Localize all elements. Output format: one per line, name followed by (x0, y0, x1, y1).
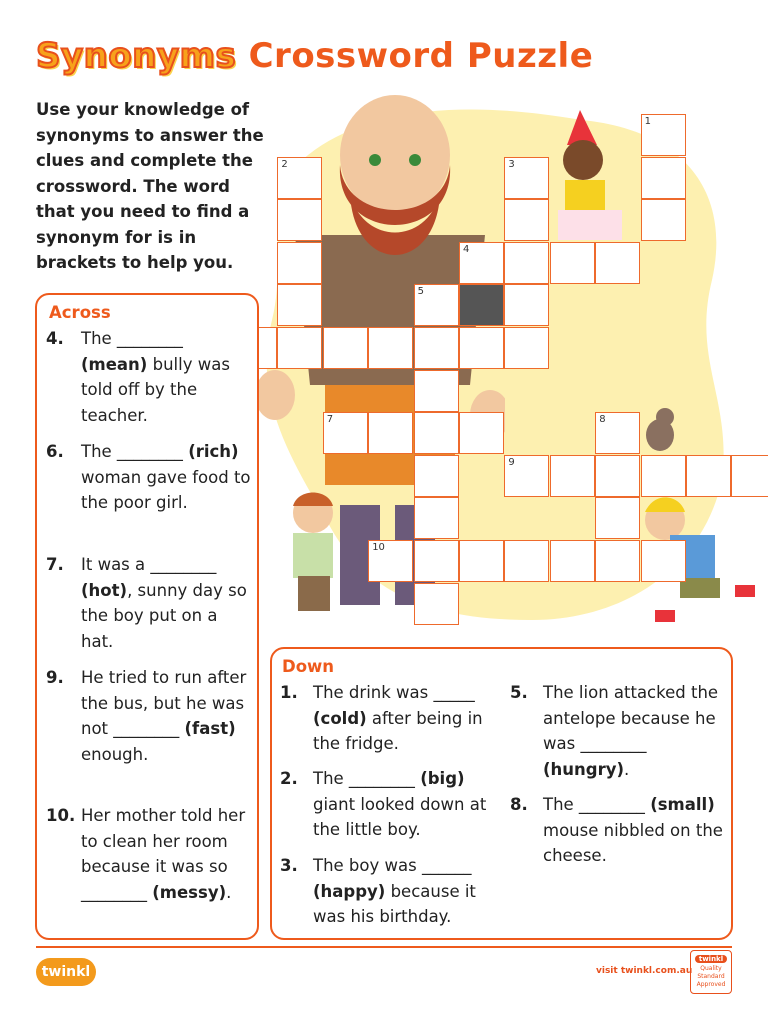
grid-clue-number: 4 (463, 243, 470, 255)
grid-cell[interactable] (459, 242, 504, 284)
clue-text: He tried to run after the bus, but he was not ________ (fast) enough. (81, 668, 247, 764)
grid-cell[interactable] (459, 412, 504, 454)
grid-clue-number: 2 (281, 158, 288, 170)
clue-text: The drink was _____ (cold) after being in the fridge. (313, 683, 483, 753)
quality-badge (690, 950, 732, 994)
clue-number: 2. (280, 769, 298, 788)
clue-number: 1. (280, 683, 298, 702)
visit-link[interactable]: visit twinkl.com.au (596, 966, 693, 976)
grid-cell[interactable] (504, 540, 549, 582)
grid-cell[interactable] (504, 455, 549, 497)
grid-cell[interactable] (550, 540, 595, 582)
grid-cell[interactable] (277, 199, 322, 241)
clue-text: The ________ (small) mouse nibbled on the cheese. (543, 795, 723, 865)
grid-cell[interactable] (459, 327, 504, 369)
grid-cell[interactable] (323, 327, 368, 369)
grid-cell[interactable] (277, 327, 322, 369)
grid-cell[interactable] (641, 114, 686, 156)
grid-cell[interactable] (595, 412, 640, 454)
grid-clue-number: 5 (417, 286, 424, 298)
clue-number: 9. (46, 668, 64, 687)
footer-divider (36, 946, 732, 948)
birthday-boy-illustration (545, 110, 635, 250)
grid-cell[interactable] (550, 242, 595, 284)
clue-text: The ________ (rich) woman gave food to the poor girl. (81, 442, 251, 512)
grid-clue-number: 9 (508, 456, 515, 468)
across-heading: Across (49, 303, 111, 322)
grid-cell[interactable] (504, 284, 549, 326)
grid-cell[interactable] (414, 327, 459, 369)
grid-clue-number: 8 (599, 414, 606, 426)
grid-clue-number: 10 (372, 542, 385, 553)
clue-number: 4. (46, 329, 64, 348)
clue-number: 5. (510, 683, 528, 702)
badge-brand: twinkl (695, 955, 727, 963)
grid-cell[interactable] (595, 540, 640, 582)
grid-cell[interactable] (414, 284, 459, 326)
title-synonyms: Synonyms (36, 36, 237, 76)
grid-cell[interactable] (641, 455, 686, 497)
clue-text: Her mother told her to clean her room because it was so ________ (messy). (81, 806, 246, 902)
mouse-illustration (640, 405, 685, 455)
clue-number: 8. (510, 795, 528, 814)
grid-cell[interactable] (414, 540, 459, 582)
grid-cell[interactable] (323, 412, 368, 454)
grid-cell[interactable] (550, 455, 595, 497)
grid-clue-number: 3 (508, 158, 515, 170)
grid-cell[interactable] (504, 242, 549, 284)
grid-cell[interactable] (641, 157, 686, 199)
grid-cell[interactable] (641, 199, 686, 241)
grid-black-cell (459, 284, 504, 326)
clue-number: 3. (280, 856, 298, 875)
grid-cell[interactable] (277, 242, 322, 284)
grid-cell[interactable] (414, 370, 459, 412)
grid-cell[interactable] (414, 497, 459, 539)
grid-clue-number: 1 (644, 116, 651, 127)
grid-cell[interactable] (504, 199, 549, 241)
grid-cell[interactable] (368, 540, 413, 582)
clue-text: The boy was ______ (happy) because it was his birthday. (313, 856, 476, 926)
grid-cell[interactable] (368, 327, 413, 369)
small-boy-illustration (278, 488, 353, 638)
clue-number: 6. (46, 442, 64, 461)
clue-text: The ________ (big) giant looked down at the little boy. (313, 769, 487, 839)
clue-text: The ________ (mean) bully was told off by the teacher. (81, 329, 230, 425)
grid-cell[interactable] (414, 455, 459, 497)
clue-number: 10. (46, 806, 76, 825)
grid-cell[interactable] (641, 540, 686, 582)
grid-cell[interactable] (277, 284, 322, 326)
grid-cell[interactable] (731, 455, 768, 497)
grid-cell[interactable] (686, 455, 731, 497)
grid-cell[interactable] (368, 412, 413, 454)
clue-number: 7. (46, 555, 64, 574)
grid-cell[interactable] (595, 497, 640, 539)
grid-cell[interactable] (504, 157, 549, 199)
down-heading: Down (282, 657, 335, 676)
title-rest: Crossword Puzzle (248, 36, 594, 76)
page-title (36, 36, 593, 76)
grid-cell[interactable] (414, 412, 459, 454)
twinkl-logo: twinkl (36, 958, 96, 986)
grid-cell[interactable] (277, 157, 322, 199)
clue-text: The lion attacked the antelope because he was ________ (hungry). (543, 683, 719, 779)
instructions: Use your knowledge of synonyms to answer the clues and complete the crossword. The word that you need to find a synonym for is in brackets to help you. (36, 100, 264, 272)
grid-cell[interactable] (504, 327, 549, 369)
grid-cell[interactable] (414, 583, 459, 625)
grid-cell[interactable] (595, 455, 640, 497)
grid-cell[interactable] (459, 540, 504, 582)
grid-clue-number: 7 (326, 414, 334, 426)
badge-text: Quality Standard Approved (696, 965, 726, 988)
grid-cell[interactable] (595, 242, 640, 284)
clue-text: It was a ________ (hot), sunny day so the boy put on a hat. (81, 555, 247, 651)
